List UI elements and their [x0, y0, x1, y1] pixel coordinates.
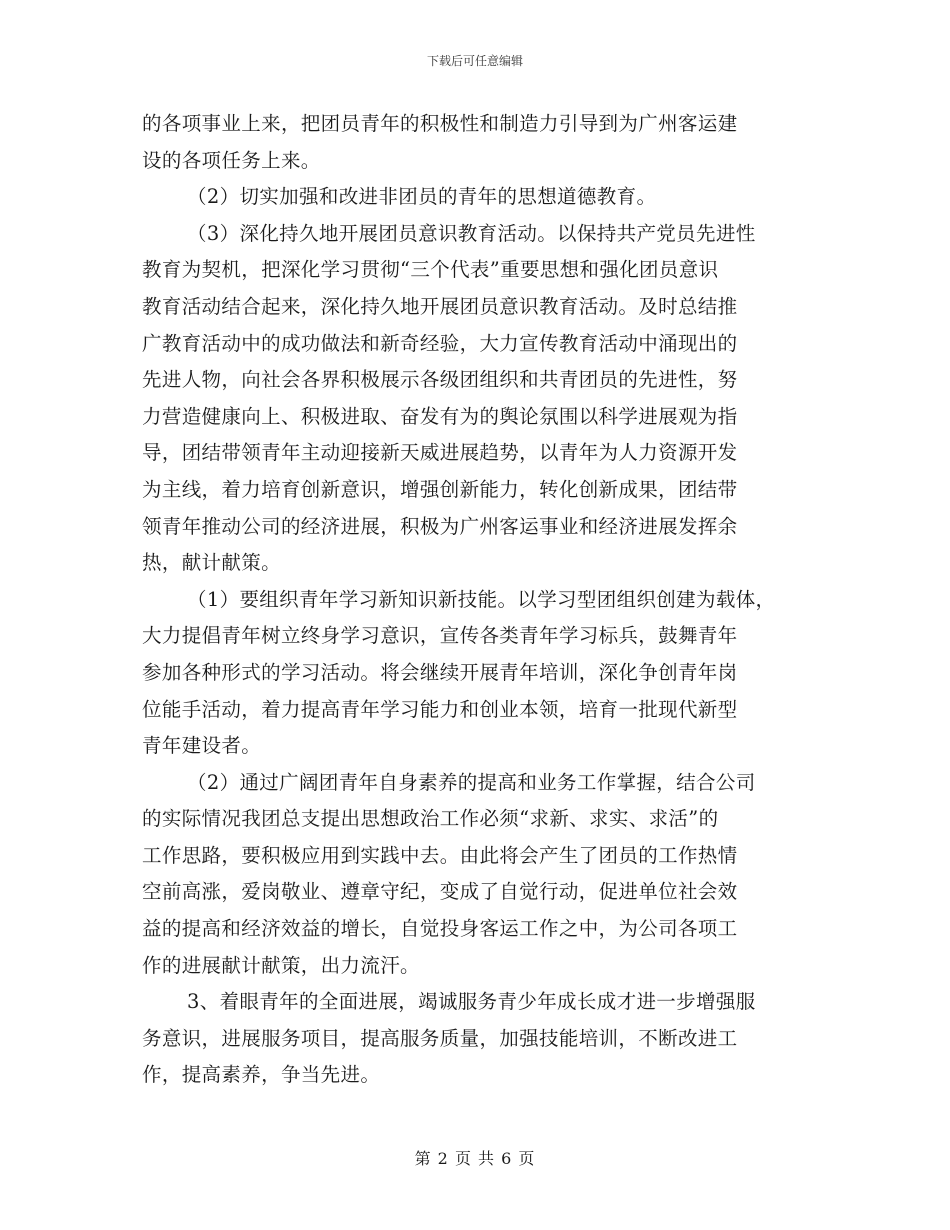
text-line: 务意识，进展服务项目，提高服务质量，加强技能培训，不断改进工: [142, 1026, 738, 1050]
text-line: 领青年推动公司的经济进展，积极为广州客运事业和经济进展发挥余: [142, 514, 738, 538]
text-line: 工作思路，要积极应用到实践中去。由此将会产生了团员的工作热情: [142, 843, 738, 867]
text-line: 力营造健康向上、积极进取、奋发有为的舆论氛围以科学进展观为指: [142, 404, 738, 428]
text-line: 青年建设者。: [142, 734, 262, 758]
text-line: 大力提倡青年树立终身学习意识，宣传各类青年学习标兵，鼓舞青年: [142, 624, 738, 648]
text-line: 参加各种形式的学习活动。将会继续开展青年培训，深化争创青年岗: [142, 660, 738, 684]
text-line: 益的提高和经济效益的增长，自觉投身客运工作之中，为公司各项工: [142, 917, 738, 941]
text-line: 空前高涨，爱岗敬业、遵章守纪，变成了自觉行动，促进单位社会效: [142, 880, 738, 904]
text-line: （2）通过广阔团青年自身素养的提高和业务工作掌握，结合公司: [187, 770, 756, 794]
page-header: 下载后可任意编辑: [426, 54, 523, 68]
text-line: 的各项事业上来，把团员青年的积极性和制造力引导到为广州客运建: [142, 112, 738, 135]
text-line: 作的进展献计献策，出力流汗。: [142, 953, 420, 977]
text-line: 先进人物，向社会各界积极展示各级团组织和共青团员的先进性，努: [142, 368, 738, 392]
document-body: [142, 106, 822, 1094]
text-line: 广教育活动中的成功做法和新奇经验，大力宣传教育活动中涌现出的: [142, 331, 738, 355]
text-line: （3）深化持久地开展团员意识教育活动。以保持共产党员先进性: [187, 221, 756, 245]
text-line: 热，献计献策。: [142, 551, 281, 575]
text-line: 3、着眼青年的全面进展，竭诚服务青少年成长成才进一步增强服: [187, 990, 756, 1014]
text-line: 为主线，着力培育创新意识，增强创新能力，转化创新成果，团结带: [142, 477, 738, 501]
page-number-footer: 第 2 页 共 6 页: [414, 1149, 536, 1168]
text-line: （1）要组织青年学习新知识新技能。以学习型团组织创建为载体，: [187, 587, 776, 611]
text-line: 教育活动结合起来，深化持久地开展团员意识教育活动。及时总结推: [142, 294, 738, 318]
text-line: 设的各项任务上来。: [142, 148, 321, 172]
text-line: 作，提高素养，争当先进。: [142, 1063, 381, 1087]
text-line: 导，团结带领青年主动迎接新天威进展趋势，以青年为人力资源开发: [142, 441, 738, 465]
text-line: （2）切实加强和改进非团员的青年的思想道德教育。: [187, 185, 657, 209]
text-line: 教育为契机，把深化学习贯彻“三个代表”重要思想和强化团员意识: [142, 258, 719, 282]
text-line: 位能手活动，着力提高青年学习能力和创业本领，培育一批现代新型: [142, 697, 738, 721]
text-line: 的实际情况我团总支提出思想政治工作必须“求新、求实、求活”的: [142, 807, 719, 831]
